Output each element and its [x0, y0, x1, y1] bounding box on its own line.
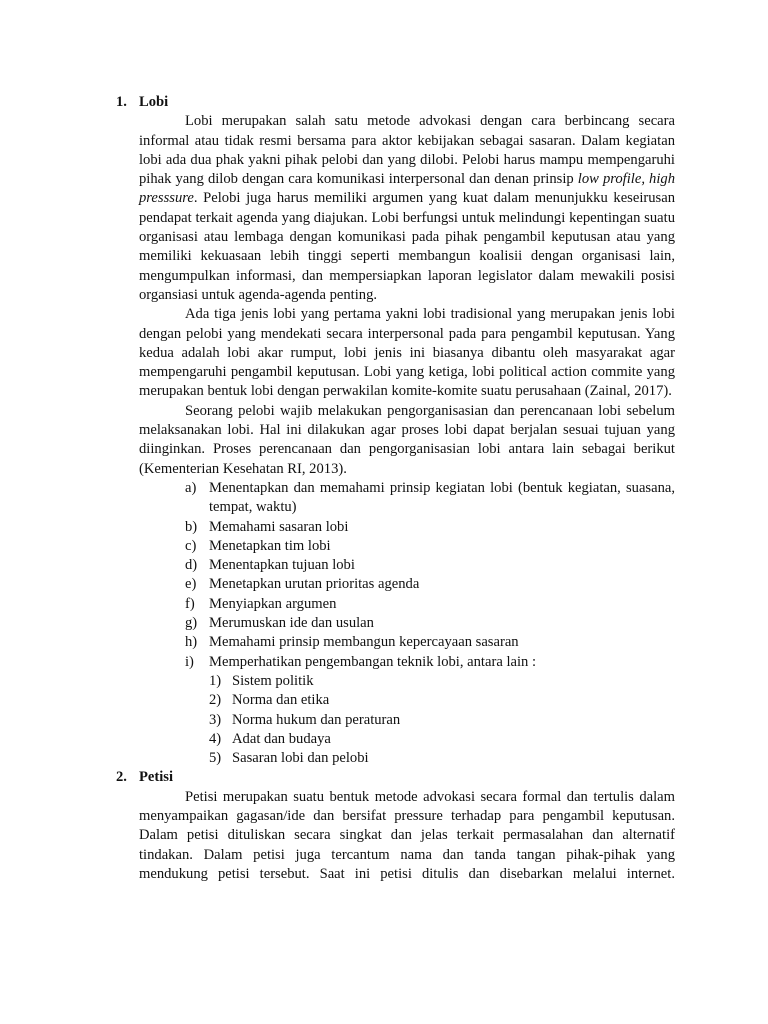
paragraph-text: . Pelobi juga harus memiliki argumen yang kuat dalam menunjukku keseirusan pendapat terkait agenda yang diajukan. Lobi berfungsi untuk melindungi kepentingan suatu organisasi atau lembaga dengan komunikasi pada pihak pengambil keputusan atau yang memiliki kekuasaan lebih tinggi seperti membangun koalisii dengan organisasi lain, mengumpulkan informasi, dan mempersiapkan laporan legislator dalam mewakili posisi organsiasi untuk agenda-agenda penting. [139, 190, 675, 303]
sub-list-item [139, 691, 675, 710]
section-number: 2. [116, 769, 127, 786]
list-marker: e) [185, 576, 197, 593]
section-lobi [116, 93, 675, 768]
paragraph [139, 112, 675, 305]
paragraph: Petisi merupakan suatu bentuk metode advokasi secara formal dan tertulis dalam menyampaikan gagasan/ide dan bersifat pressure terhadap para pengambil keputusan. Dalam petisi dituliskan secara singkat dan jelas terkait permasalahan dan alternatif tindakan. Dalam petisi juga tercantum nama dan tanda tangan pihak-pihak yang mendukung petisi tersebut. Saat ini petisi ditulis dan disebarkan melalui internet. [139, 788, 675, 882]
section-heading [116, 768, 675, 787]
list-marker: h) [185, 634, 198, 651]
list-marker: d) [185, 557, 198, 574]
list-marker: f) [185, 595, 195, 612]
list-item-text: Merumuskan ide dan usulan [209, 615, 374, 632]
section-heading [116, 93, 675, 112]
list-marker: g) [185, 615, 198, 632]
list-item [139, 537, 675, 556]
list-item [139, 575, 675, 594]
italic-phrase: low profile, high presssure [139, 171, 675, 207]
list-item-text: Menentapkan tujuan lobi [209, 557, 355, 574]
sub-list-item [139, 672, 675, 691]
list-item-text: Adat dan budaya [232, 730, 331, 747]
list-marker: 4) [209, 730, 222, 747]
list-marker: 1) [209, 672, 222, 689]
list-item [139, 595, 675, 614]
sub-list-item [139, 730, 675, 749]
paragraph-text: Lobi merupakan salah satu metode advokasi dengan cara berbincang secara informal atau tidak resmi bersama para aktor kebijakan sebagai sasaran. Dalam kegiatan lobi ada dua phak yakni pihak pelobi dan yang dilobi. Pelobi harus mampu mempengaruhi pihak yang dilob dengan cara komunikasi interpersonal dan denan prinsip [139, 113, 675, 188]
list-marker: b) [185, 518, 198, 535]
list-marker: c) [185, 537, 197, 554]
list-marker: 3) [209, 711, 222, 728]
list-item [139, 479, 675, 518]
list-item-text: Memahami sasaran lobi [209, 518, 349, 535]
list-item-text: Memahami prinsip membangun kepercayaan sasaran [209, 634, 519, 651]
list-item [139, 518, 675, 537]
list-item [139, 556, 675, 575]
paragraph: Seorang pelobi wajib melakukan pengorganisasian dan perencanaan lobi sebelum melaksanakan lobi. Hal ini dilakukan agar proses lobi dapat berjalan sesuai tujuan yang diinginkan. Proses perencanaan dan pengorganisasian lobi antara lain sebagai berikut (Kementerian Kesehatan RI, 2013). [139, 402, 675, 477]
sub-list-item [139, 711, 675, 730]
list-item-text: Norma hukum dan peraturan [232, 711, 401, 728]
steps-list [139, 479, 675, 672]
sub-list-item [139, 749, 675, 768]
list-marker: 2) [209, 692, 222, 709]
section-number: 1. [116, 94, 127, 110]
paragraph: Ada tiga jenis lobi yang pertama yakni lobi tradisional yang merupakan jenis lobi dengan pelobi yang mendekati secara interpersonal pada para pengambil keputusan. Yang kedua adalah lobi akar rumput, lobi jenis ini biasanya dibantu oleh masyarakat agar mempengaruhi pengambil keputusan. Lobi yang ketiga, lobi political action commite yang merupakan bentuk lobi dengan perwakilan komite-komite suatu perusahaan (Zainal, 2017). [139, 306, 675, 400]
list-item-text: Memperhatikan pengembangan teknik lobi, antara lain : [209, 653, 537, 670]
list-marker: i) [185, 653, 194, 670]
list-item-text: Sistem politik [232, 672, 314, 689]
list-item-text: Menentapkan dan memahami prinsip kegiatan lobi (bentuk kegiatan, suasana, tempat, waktu) [209, 479, 675, 516]
list-item-text: Norma dan etika [232, 692, 330, 709]
section-title: Petisi [139, 769, 174, 786]
list-item [139, 614, 675, 633]
list-item-text: Menetapkan urutan prioritas agenda [209, 576, 420, 593]
list-item-text: Menyiapkan argumen [209, 595, 337, 612]
list-item [139, 653, 675, 672]
list-item-text: Menetapkan tim lobi [209, 537, 331, 554]
sub-list [139, 672, 675, 768]
list-marker: 5) [209, 750, 222, 767]
list-item-text: Sasaran lobi dan pelobi [232, 750, 369, 767]
list-marker: a) [185, 479, 197, 496]
list-item [139, 633, 675, 652]
section-title: Lobi [139, 94, 169, 110]
section-petisi [116, 768, 675, 884]
